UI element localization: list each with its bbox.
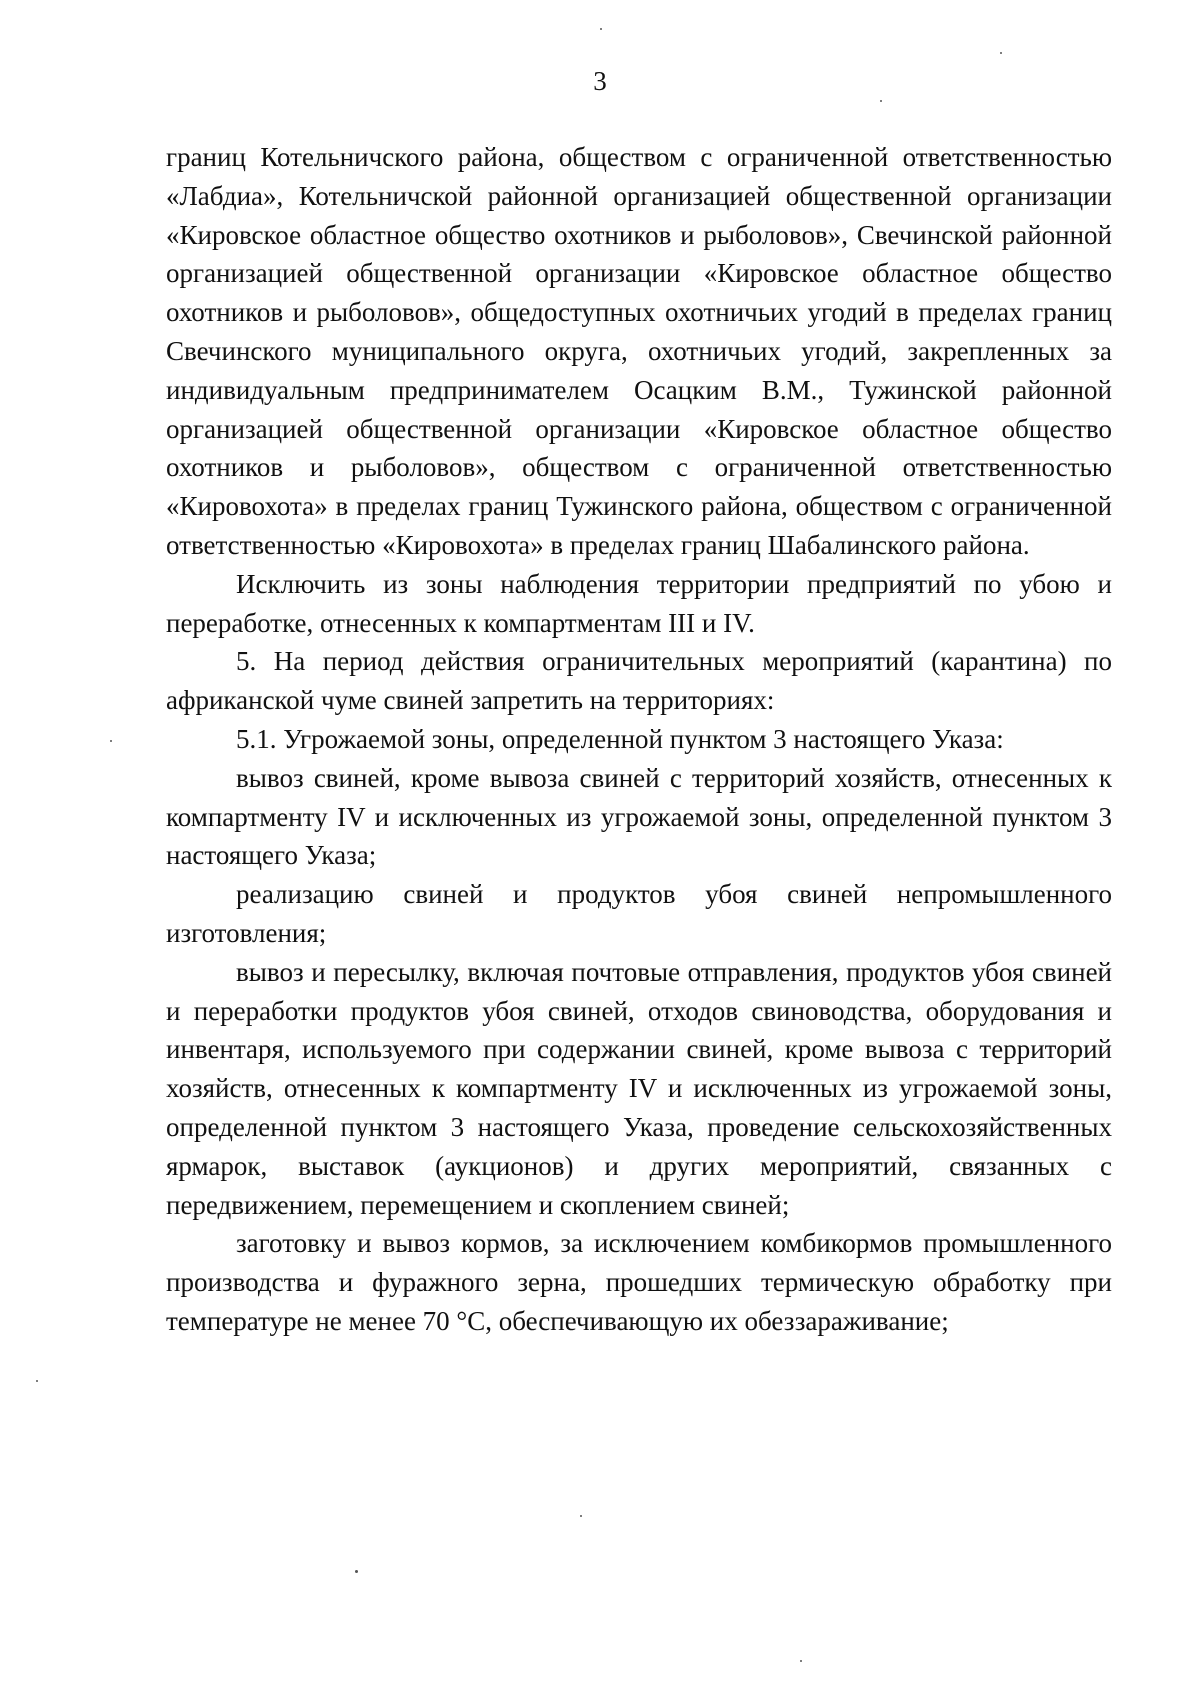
scan-speck [880,100,882,102]
paragraph-products-export: вывоз и пересылку, включая почтовые отправления, продуктов убоя свиней и переработки продуктов убоя свиней, отходов свиноводства, оборудования и инвентаря, используемого при содержании свиней, кроме вывоза с территорий хозяйств, отнесенных к компартменту IV и исключенных из угрожаемой зоны, определенной пунктом 3 настоящего Указа, проведение сельскохозяйственных ярмарок, выставок (аукционов) и других мероприятий, связанных с передвижением, перемещением и скоплением свиней; [166,956,1112,1220]
document-body [166,138,1112,1341]
page-number: 3 [593,66,607,96]
paragraph-item-5: 5. На период действия ограничительных мероприятий (карантина) по африканской чуме свиней запретить на территориях: [166,646,1112,716]
scan-speck [1000,52,1002,54]
scan-speck [800,1660,802,1662]
scan-speck [110,740,112,742]
paragraph-item-5-1: 5.1. Угрожаемой зоны, определенной пунктом 3 настоящего Указа: [236,723,1004,754]
scan-speck [36,1380,38,1382]
scan-speck [580,1515,582,1517]
scan-speck [355,1570,358,1573]
scan-speck [600,28,602,30]
paragraph-pig-sale: реализацию свиней и продуктов убоя свиней непромышленного изготовления; [166,879,1112,948]
paragraph-continuation: границ Котельничского района, обществом с ограниченной ответственностью «Лабдиа», Котельничской районной организацией общественной организации «Кировское областное общество охотников и рыболовов», Свечинской районной организацией общественной организации «Кировское областное общество охотников и рыболовов», общедоступных охотничьих угодий в пределах границ Свечинского муниципального округа, охотничьих угодий, закрепленных за индивидуальным предпринимателем Осацким В.М., Тужинской районной организацией общественной организации «Кировское областное общество охотников и рыболовов», обществом с ограниченной ответственностью «Кировохота» в пределах границ Тужинского района, обществом с ограниченной ответственностью «Кировохота» в пределах границ Шабалинского района. [166,142,1112,560]
paragraph-pig-export: вывоз свиней, кроме вывоза свиней с территорий хозяйств, отнесенных к компартменту IV и исключенных из угрожаемой зоны, определенной пунктом 3 настоящего Указа; [166,762,1112,871]
paragraph-feed: заготовку и вывоз кормов, за исключением комбикормов промышленного производства и фуражного зерна, прошедших термическую обработку при температуре не менее 70 °C, обеспечивающую их обеззараживание; [166,1228,1112,1336]
paragraph-exclusion: Исключить из зоны наблюдения территории предприятий по убою и переработке, отнесенных к компартментам III и IV. [166,568,1112,638]
